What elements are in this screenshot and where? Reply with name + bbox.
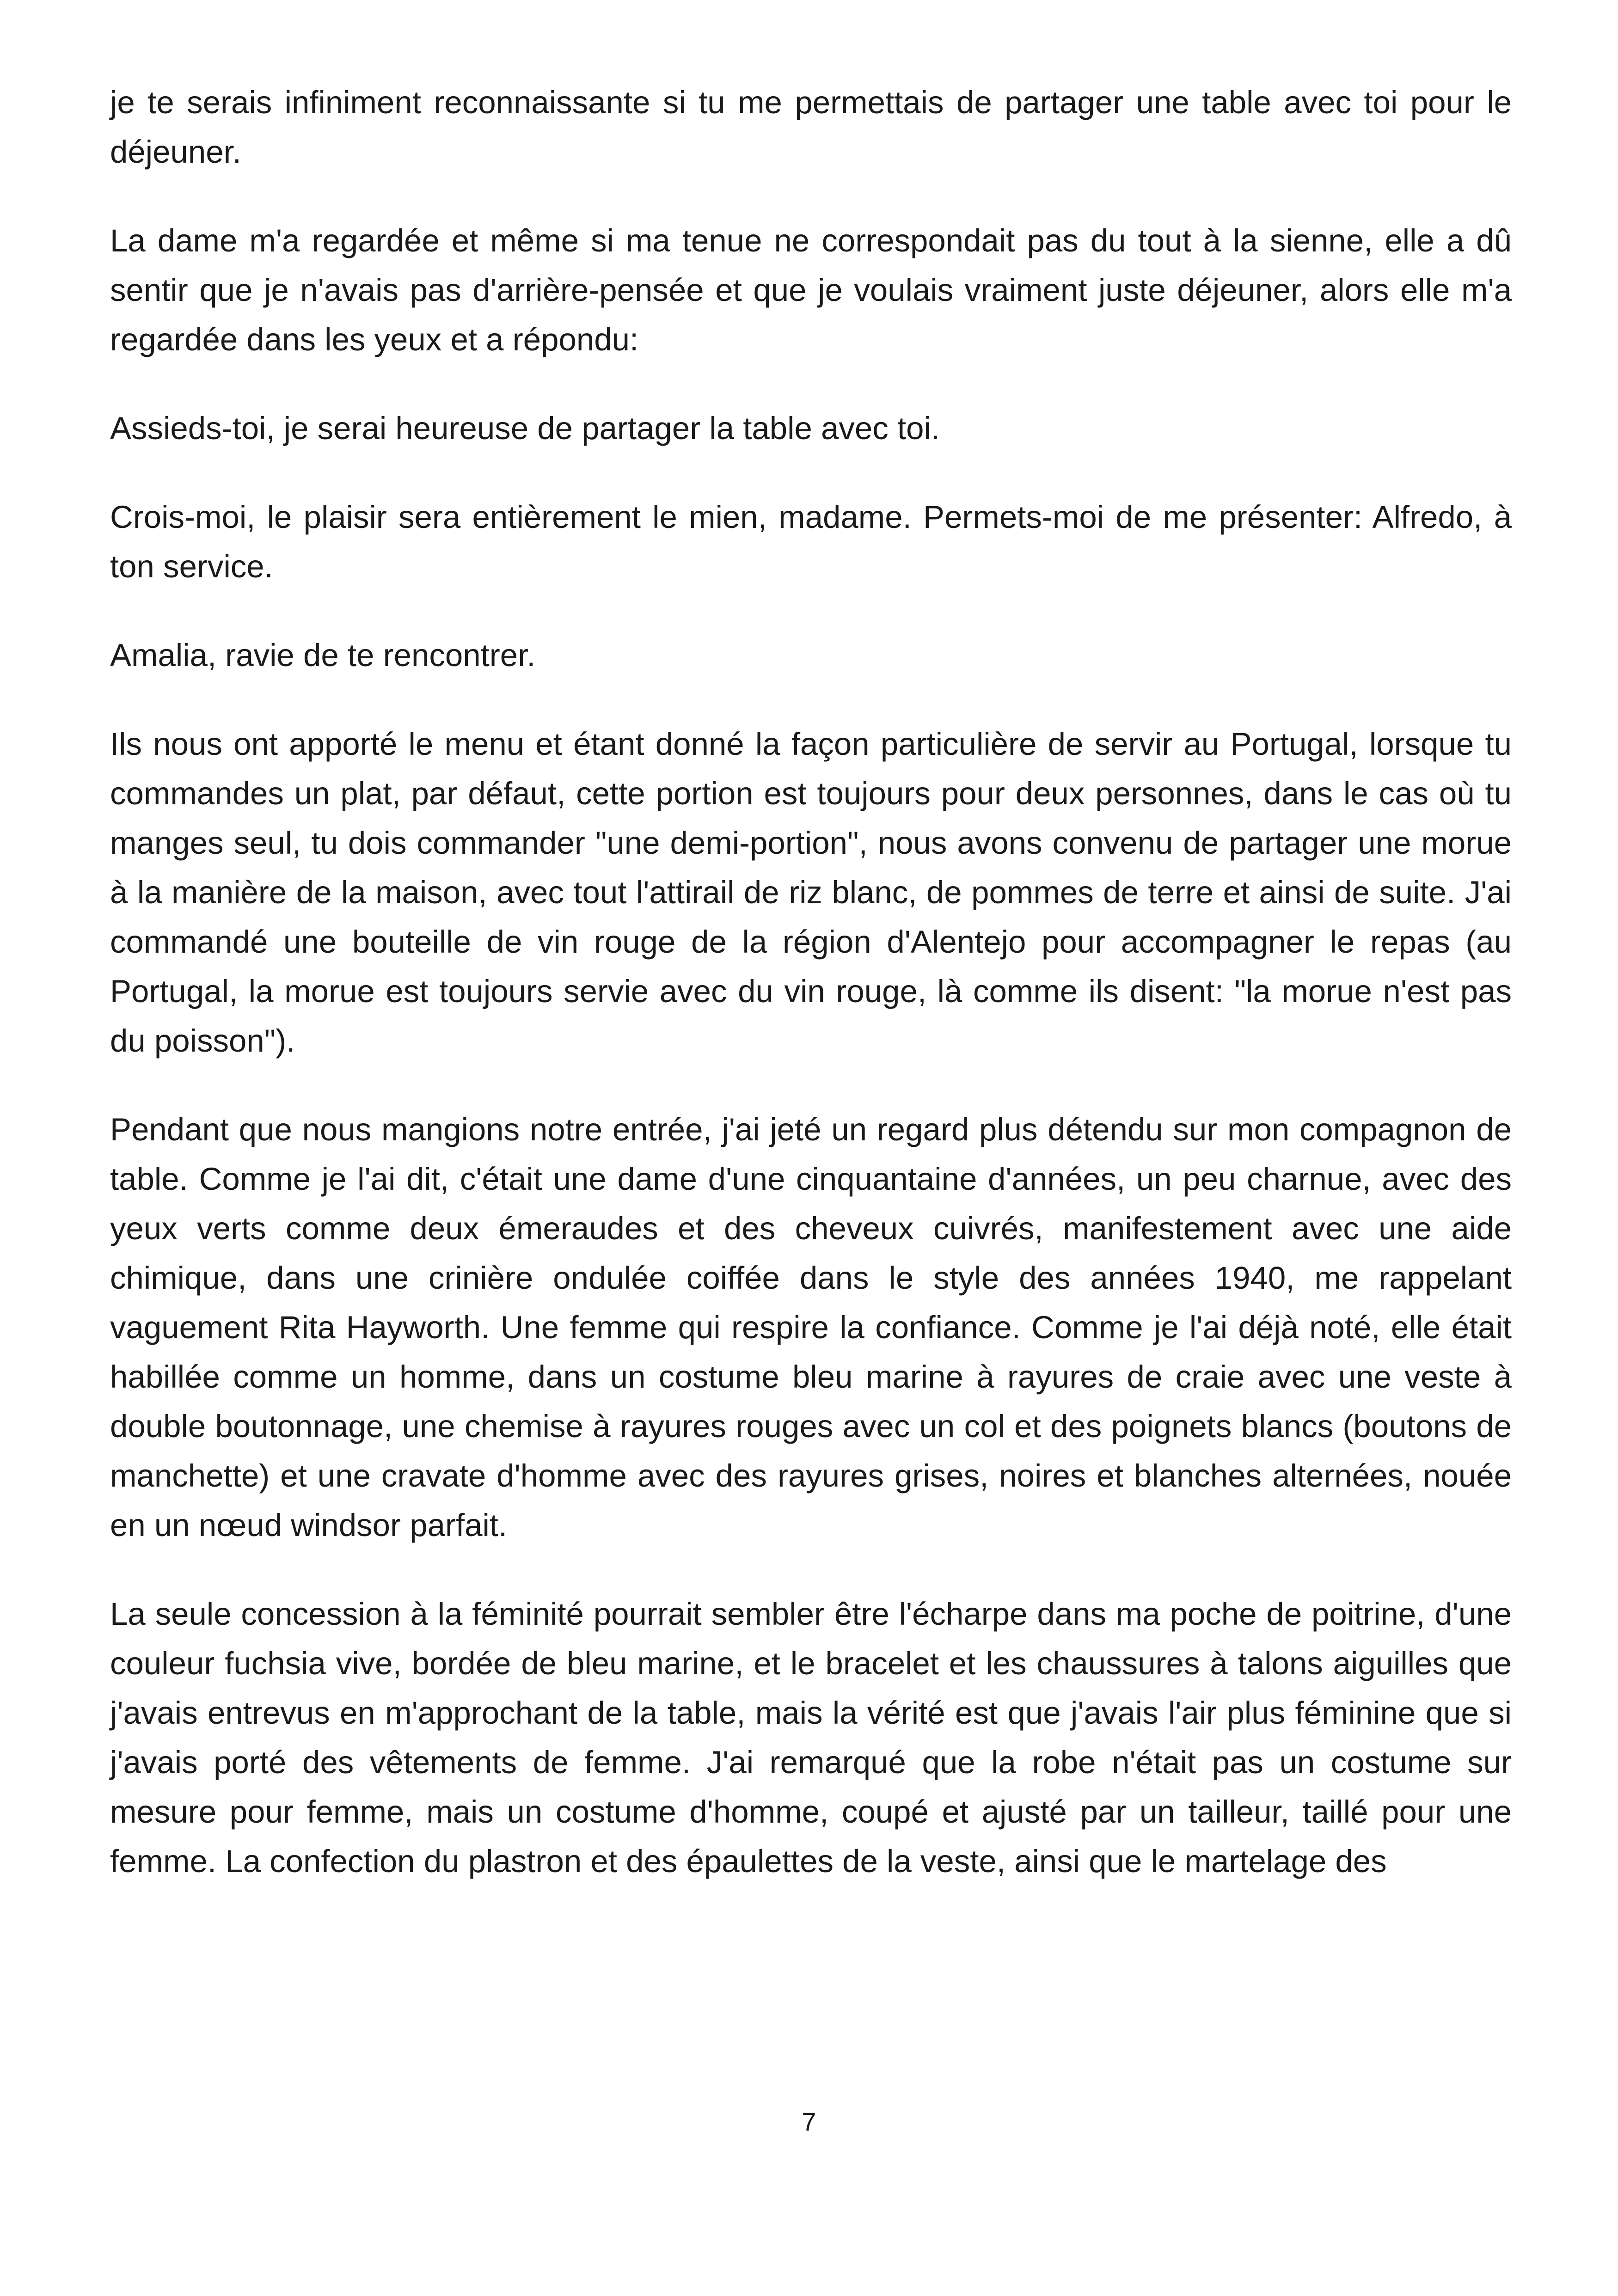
paragraph: La dame m'a regardée et même si ma tenue ne correspondait pas du tout à la sienne, elle a dû sentir que je n'avais pas d'arrière-pensée et que je voulais vraiment juste déjeuner, alors elle m'a regardée dans les yeux et a répondu: [110, 223, 1512, 357]
paragraph: je te serais infiniment reconnaissante si tu me permettais de partager une table avec toi pour le déjeuner. [110, 85, 1512, 170]
paragraph: Ils nous ont apporté le menu et étant donné la façon particulière de servir au Portugal, lorsque tu commandes un plat, par défaut, cette portion est toujours pour deux personnes, dans le cas où tu manges seul, tu dois commander "une demi-portion", nous avons convenu de partager une morue à la manière de la maison, avec tout l'attirail de riz blanc, de pommes de terre et ainsi de suite. J'ai commandé une bouteille de vin rouge de la région d'Alentejo pour accompagner le repas (au Portugal, la morue est toujours servie avec du vin rouge, là comme ils disent: "la morue n'est pas du poisson"). [110, 726, 1512, 1059]
paragraph: La seule concession à la féminité pourrait sembler être l'écharpe dans ma poche de poitrine, d'une couleur fuchsia vive, bordée de bleu marine, et le bracelet et les chaussures à talons aiguilles que j'avais entrevus en m'approchant de la table, mais la vérité est que j'avais l'air plus féminine que si j'avais porté des vêtements de femme. J'ai remarqué que la robe n'était pas un costume sur mesure pour femme, mais un costume d'homme, coupé et ajusté par un tailleur, taillé pour une femme. La confection du plastron et des épaulettes de la veste, ainsi que le martelage des [110, 1596, 1512, 1879]
paragraph: Crois-moi, le plaisir sera entièrement le mien, madame. Permets-moi de me présenter: Alfredo, à ton service. [110, 499, 1512, 584]
paragraph: Amalia, ravie de te rencontrer. [110, 637, 536, 673]
paragraph: Pendant que nous mangions notre entrée, j'ai jeté un regard plus détendu sur mon compagnon de table. Comme je l'ai dit, c'était une dame d'une cinquantaine d'années, un peu charnue, avec des yeux verts comme deux émeraudes et des cheveux cuivrés, manifestement avec une aide chimique, dans une crinière ondulée coiffée dans le style des années 1940, me rappelant vaguement Rita Hayworth. Une femme qui respire la confiance. Comme je l'ai déjà noté, elle était habillée comme un homme, dans un costume bleu marine à rayures de craie avec une veste à double boutonnage, une chemise à rayures rouges avec un col et des poignets blancs (boutons de manchette) et une cravate d'homme avec des rayures grises, noires et blanches alternées, nouée en un nœud windsor parfait. [110, 1112, 1512, 1543]
paragraph: Assieds-toi, je serai heureuse de partager la table avec toi. [110, 410, 940, 446]
page-number: 7 [802, 2107, 816, 2136]
body-text [110, 78, 1512, 1925]
